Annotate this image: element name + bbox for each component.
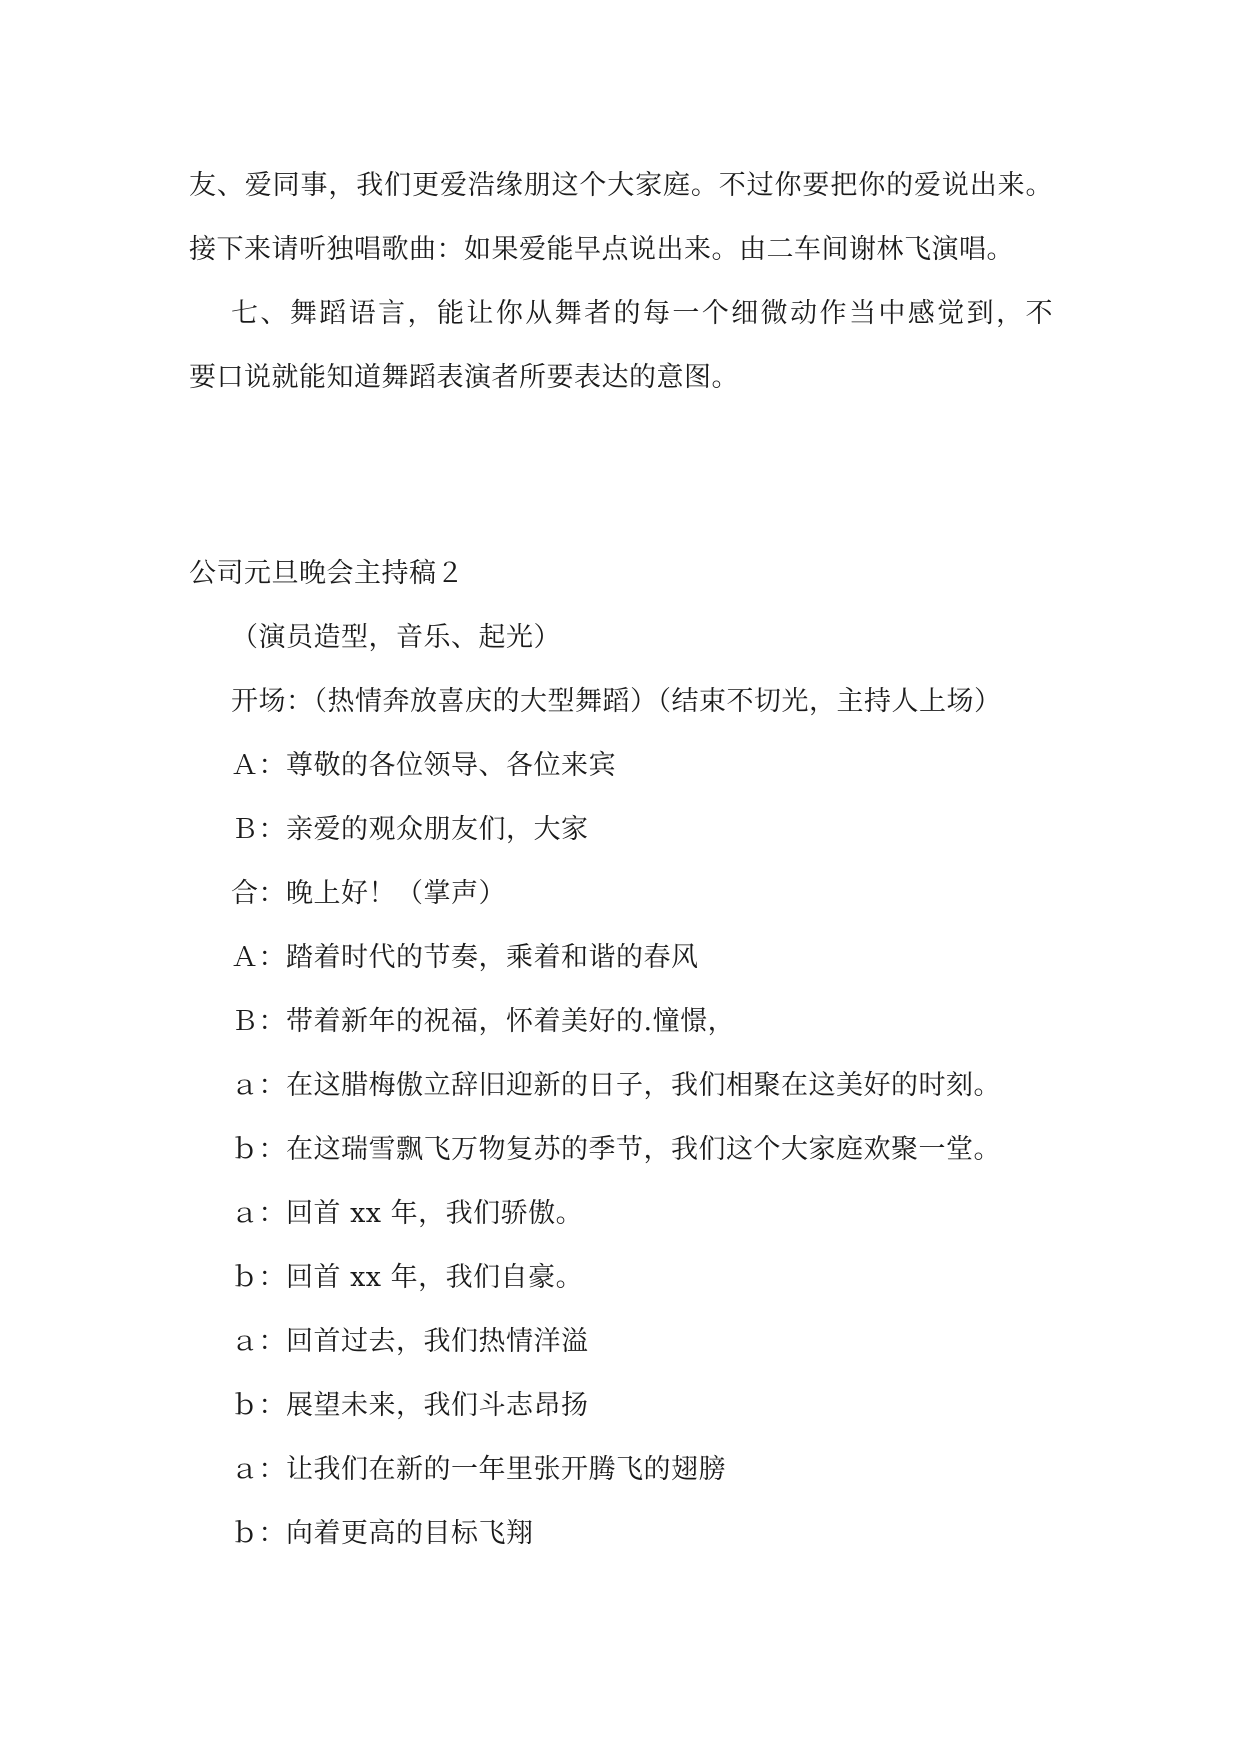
paragraph-line: 要口说就能知道舞蹈表演者所要表达的意图。 xyxy=(189,362,739,393)
script-line: ｂ：在这瑞雪飘飞万物复苏的季节，我们这个大家庭欢聚一堂。 xyxy=(231,1134,1001,1165)
script-line: ｂ：展望未来，我们斗志昂扬 xyxy=(231,1390,589,1421)
script-line: ａ：回首过去，我们热情洋溢 xyxy=(231,1326,589,1357)
script-line: ａ：回首 xx 年，我们骄傲。 xyxy=(231,1198,584,1229)
script-line: Ｂ：带着新年的祝福，怀着美好的.憧憬， xyxy=(231,1006,736,1037)
script-line: Ａ：尊敬的各位领导、各位来宾 xyxy=(231,750,616,781)
script-line: （演员造型，音乐、起光） xyxy=(231,622,561,653)
script-line: Ａ：踏着时代的节奏，乘着和谐的春风 xyxy=(231,942,699,973)
section-title: 公司元旦晚会主持稿２ xyxy=(189,558,464,589)
script-line: 开场：（热情奔放喜庆的大型舞蹈）（结束不切光，主持人上场） xyxy=(231,686,1002,717)
script-line: ａ：在这腊梅傲立辞旧迎新的日子，我们相聚在这美好的时刻。 xyxy=(231,1070,1001,1101)
paragraph-line: 友、爱同事，我们更爱浩缘朋这个大家庭。不过你要把你的爱说出来。 xyxy=(189,170,1053,201)
script-line: ａ：让我们在新的一年里张开腾飞的翅膀 xyxy=(231,1454,726,1485)
script-line: ｂ：回首 xx 年，我们自豪。 xyxy=(231,1262,584,1293)
script-line: Ｂ：亲爱的观众朋友们，大家 xyxy=(231,814,589,845)
script-line: 合：晚上好！（掌声） xyxy=(231,878,506,909)
paragraph-line: 接下来请听独唱歌曲：如果爱能早点说出来。由二车间谢林飞演唱。 xyxy=(189,234,1014,265)
paragraph-line: 七、舞蹈语言，能让你从舞者的每一个细微动作当中感觉到，不 xyxy=(231,298,1053,329)
script-line: ｂ：向着更高的目标飞翔 xyxy=(231,1518,534,1549)
